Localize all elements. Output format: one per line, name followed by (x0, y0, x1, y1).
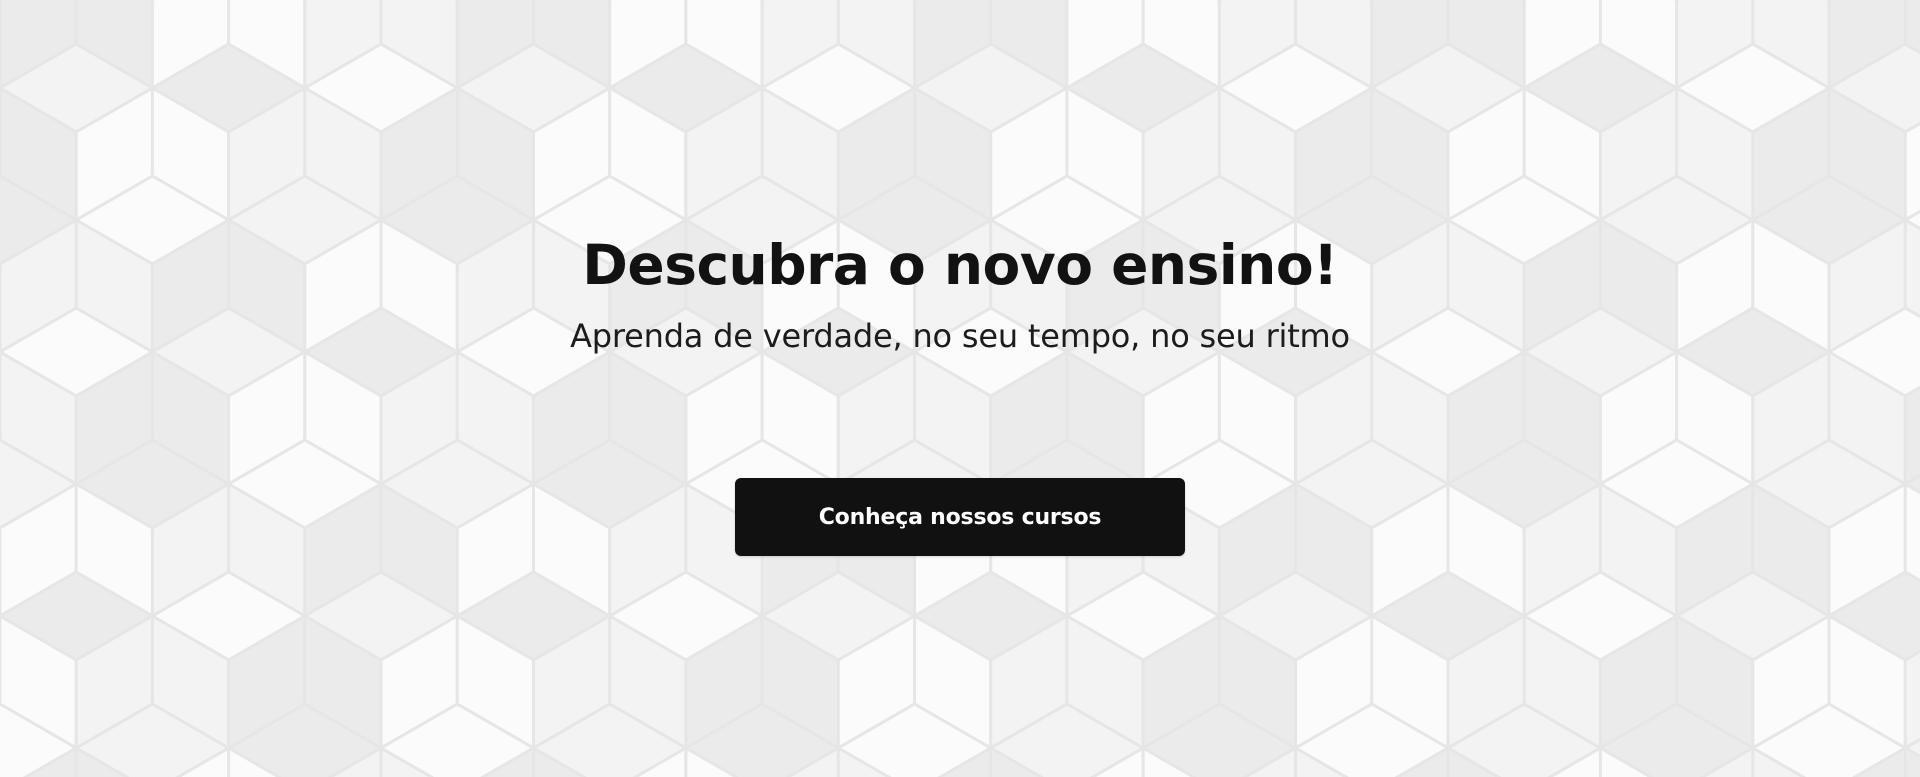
courses-cta-button[interactable]: Conheça nossos cursos (735, 478, 1185, 556)
hero-headline: Descubra o novo ensino! (582, 233, 1338, 297)
hero-subtitle: Aprenda de verdade, no seu tempo, no seu ritmo (570, 317, 1350, 355)
